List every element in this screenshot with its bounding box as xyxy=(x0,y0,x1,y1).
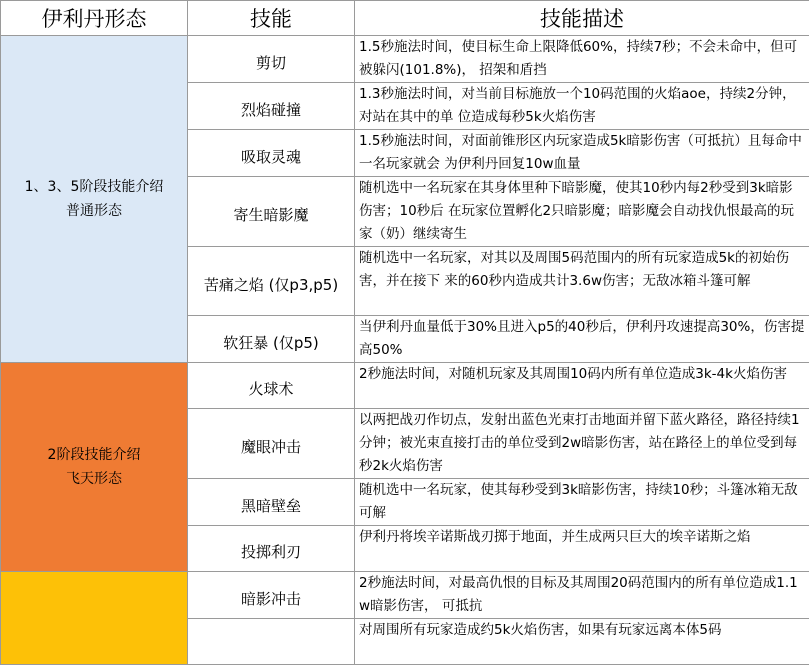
skill-description: 伊利丹将埃辛诺斯战刃掷于地面，并生成两只巨大的埃辛诺斯之焰 xyxy=(355,526,809,572)
skill-description: 对周围所有玩家造成约5k火焰伤害，如果有玩家远离本体5码 xyxy=(355,619,809,665)
header-skill: 技能 xyxy=(188,1,355,36)
skill-name: 暗影冲击 xyxy=(188,572,355,619)
table-row xyxy=(1,363,809,409)
skill-description: 随机选中一名玩家，使其每秒受到3k暗影伤害，持续10秒；斗篷冰箱无敌可解 xyxy=(355,479,809,526)
skill-name: 寄生暗影魔 xyxy=(188,177,355,247)
skill-name: 剪切 xyxy=(188,36,355,83)
table-row xyxy=(1,36,809,83)
skill-name: 投掷利刃 xyxy=(188,526,355,572)
skill-name: 烈焰碰撞 xyxy=(188,83,355,130)
skill-description: 2秒施法时间，对最高仇恨的目标及其周围20码范围内的所有单位造成1.1w暗影伤害， 可抵抗 xyxy=(355,572,809,619)
phase-cell-third xyxy=(1,572,188,665)
phase-cell-flying-form xyxy=(1,363,188,572)
skill-description: 1.5秒施法时间，对面前锥形区内玩家造成5k暗影伤害（可抵抗）且每命中一名玩家就会 为伊利丹回复10w血量 xyxy=(355,130,809,177)
skill-name: 吸取灵魂 xyxy=(188,130,355,177)
phase-form-name: 普通形态 xyxy=(1,199,187,223)
header-row xyxy=(1,1,809,36)
skill-name xyxy=(188,619,355,665)
header-form: 伊利丹形态 xyxy=(1,1,188,36)
skill-name: 火球术 xyxy=(188,363,355,409)
phase-form-name: 飞天形态 xyxy=(1,467,187,491)
skill-name: 软狂暴 (仅p5) xyxy=(188,316,355,363)
skill-description: 1.3秒施法时间，对当前目标施放一个10码范围的火焰aoe，持续2分钟，对站在其中的单 位造成每秒5k火焰伤害 xyxy=(355,83,809,130)
phase-cell-normal-form xyxy=(1,36,188,363)
skill-description: 2秒施法时间，对随机玩家及其周围10码内所有单位造成3k-4k火焰伤害 xyxy=(355,363,809,409)
skill-description: 随机选中一名玩家，对其以及周围5码范围内的所有玩家造成5k的初始伤害，并在接下 来的60秒内造成共计3.6w伤害；无敌冰箱斗篷可解 xyxy=(355,247,809,316)
skill-name: 黑暗壁垒 xyxy=(188,479,355,526)
skill-name: 苦痛之焰 (仅p3,p5) xyxy=(188,247,355,316)
phase-title: 1、3、5阶段技能介绍 xyxy=(1,175,187,199)
skill-name: 魔眼冲击 xyxy=(188,409,355,479)
skill-description: 以两把战刃作切点，发射出蓝色光束打击地面并留下蓝火路径，路径持续1分钟；被光束直接打击的单位受到2w暗影伤害，站在路径上的单位受到每秒2k火焰伤害 xyxy=(355,409,809,479)
skill-description: 随机选中一名玩家在其身体里种下暗影魔，使其10秒内每2秒受到3k暗影伤害；10秒后 在玩家位置孵化2只暗影魔；暗影魔会自动找仇恨最高的玩家（奶）继续寄生 xyxy=(355,177,809,247)
skill-description: 当伊利丹血量低于30%且进入p5的40秒后，伊利丹攻速提高30%，伤害提高50% xyxy=(355,316,809,363)
skill-description: 1.5秒施法时间，使目标生命上限降低60%，持续7秒；不会未命中，但可被躲闪(101.8%)， 招架和盾挡 xyxy=(355,36,809,83)
table-row xyxy=(1,572,809,619)
header-description: 技能描述 xyxy=(355,1,809,36)
phase-title: 2阶段技能介绍 xyxy=(1,443,187,467)
